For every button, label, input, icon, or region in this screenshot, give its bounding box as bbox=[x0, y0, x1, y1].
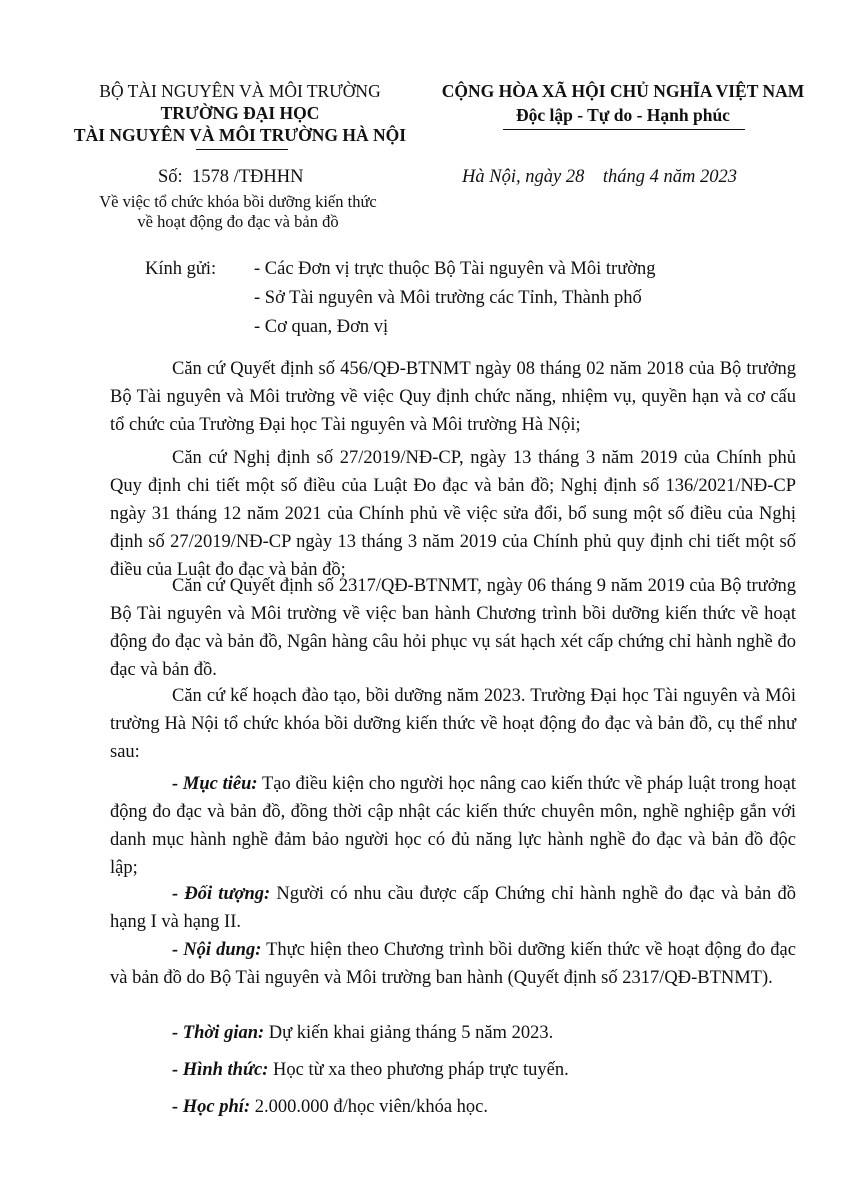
recipients-label: Kính gửi: bbox=[145, 259, 217, 279]
legal-basis-paragraph: Căn cứ Nghị định số 27/2019/NĐ-CP, ngày 13 tháng 3 năm 2019 của Chính phủ Quy định chi tiết một số điều của Luật Đo đạc và bản đồ; Nghị định số 136/2021/NĐ-CP ngày 31 tháng 12 năm 2021 của Chính phủ về việc sửa đổi, bổ sung một số điều của Nghị định số 27/2019/NĐ-CP ngày 13 tháng 3 năm 2019 của Chính phủ quy định chi tiết một số điều của Luật đo đạc và bản đồ; bbox=[110, 448, 796, 580]
republic-name: CỘNG HÒA XÃ HỘI CHỦ NGHĨA VIỆT NAM bbox=[441, 81, 805, 101]
motto-underline bbox=[503, 129, 745, 130]
detail-fee: - Học phí: 2.000.000 đ/học viên/khóa học. bbox=[172, 1097, 488, 1117]
school-name-line2: TÀI NGUYÊN VÀ MÔI TRƯỜNG HÀ NỘI bbox=[73, 125, 407, 145]
national-motto: Độc lập - Tự do - Hạnh phúc bbox=[516, 105, 730, 125]
plan-paragraph: Căn cứ kế hoạch đào tạo, bồi dưỡng năm 2023. Trường Đại học Tài nguyên và Môi trường Hà Nội tổ chức khóa bồi dưỡng kiến thức về hoạt động đo đạc và bản đồ, cụ thể như sau: bbox=[110, 686, 796, 762]
detail-target: - Đối tượng: Người có nhu cầu được cấp Chứng chỉ hành nghề đo đạc và bản đồ hạng I và hạng II. bbox=[110, 884, 797, 932]
detail-time: - Thời gian: Dự kiến khai giảng tháng 5 năm 2023. bbox=[172, 1023, 554, 1043]
place-date: Hà Nội, ngày 28 tháng 4 năm 2023 bbox=[462, 167, 737, 187]
detail-format: - Hình thức: Học từ xa theo phương pháp trực tuyến. bbox=[172, 1060, 569, 1080]
ministry-name: BỘ TÀI NGUYÊN VÀ MÔI TRƯỜNG bbox=[99, 81, 381, 101]
detail-content: - Nội dung: Thực hiện theo Chương trình bồi dưỡng kiến thức về hoạt động đo đạc và bản đồ do Bộ Tài nguyên và Môi trường ban hành (Quyết định số 2317/QĐ-BTNMT). bbox=[110, 940, 796, 988]
detail-objective: - Mục tiêu: Tạo điều kiện cho người học nâng cao kiến thức về pháp luật trong hoạt động đo đạc và bản đồ, đồng thời cập nhật các kiến thức chuyên môn, nghề nghiệp gắn với danh mục hành nghề đảm bảo người học có đủ năng lực hành nghề đo đạc và bản đồ độc lập; bbox=[110, 774, 796, 878]
school-name-line1: TRƯỜNG ĐẠI HỌC bbox=[160, 103, 320, 123]
legal-basis-paragraph: Căn cứ Quyết định số 456/QĐ-BTNMT ngày 08 tháng 02 năm 2018 của Bộ trưởng Bộ Tài nguyên và Môi trường về việc Quy định chức năng, nhiệm vụ, quyền hạn và cơ cấu tổ chức của Trường Đại học Tài nguyên và Môi trường Hà Nội; bbox=[110, 359, 796, 435]
subject-line2: về hoạt động đo đạc và bản đồ bbox=[137, 212, 339, 231]
document-number: Số: 1578 /TĐHHN bbox=[158, 167, 304, 187]
recipient-item: - Cơ quan, Đơn vị bbox=[254, 317, 389, 337]
recipient-item: - Sở Tài nguyên và Môi trường các Tỉnh, Thành phố bbox=[254, 288, 642, 308]
school-underline bbox=[196, 149, 288, 150]
recipient-item: - Các Đơn vị trực thuộc Bộ Tài nguyên và Môi trường bbox=[254, 259, 656, 279]
subject-line1: Về việc tổ chức khóa bồi dưỡng kiến thức bbox=[99, 192, 377, 211]
legal-basis-paragraph: Căn cứ Quyết định số 2317/QĐ-BTNMT, ngày 06 tháng 9 năm 2019 của Bộ trưởng Bộ Tài nguyên và Môi trường về việc ban hành Chương trình bồi dưỡng kiến thức về hoạt động đo đạc và bản đồ, Ngân hàng câu hỏi phục vụ sát hạch xét cấp chứng chỉ hành nghề đo đạc và bản đồ. bbox=[110, 576, 796, 680]
